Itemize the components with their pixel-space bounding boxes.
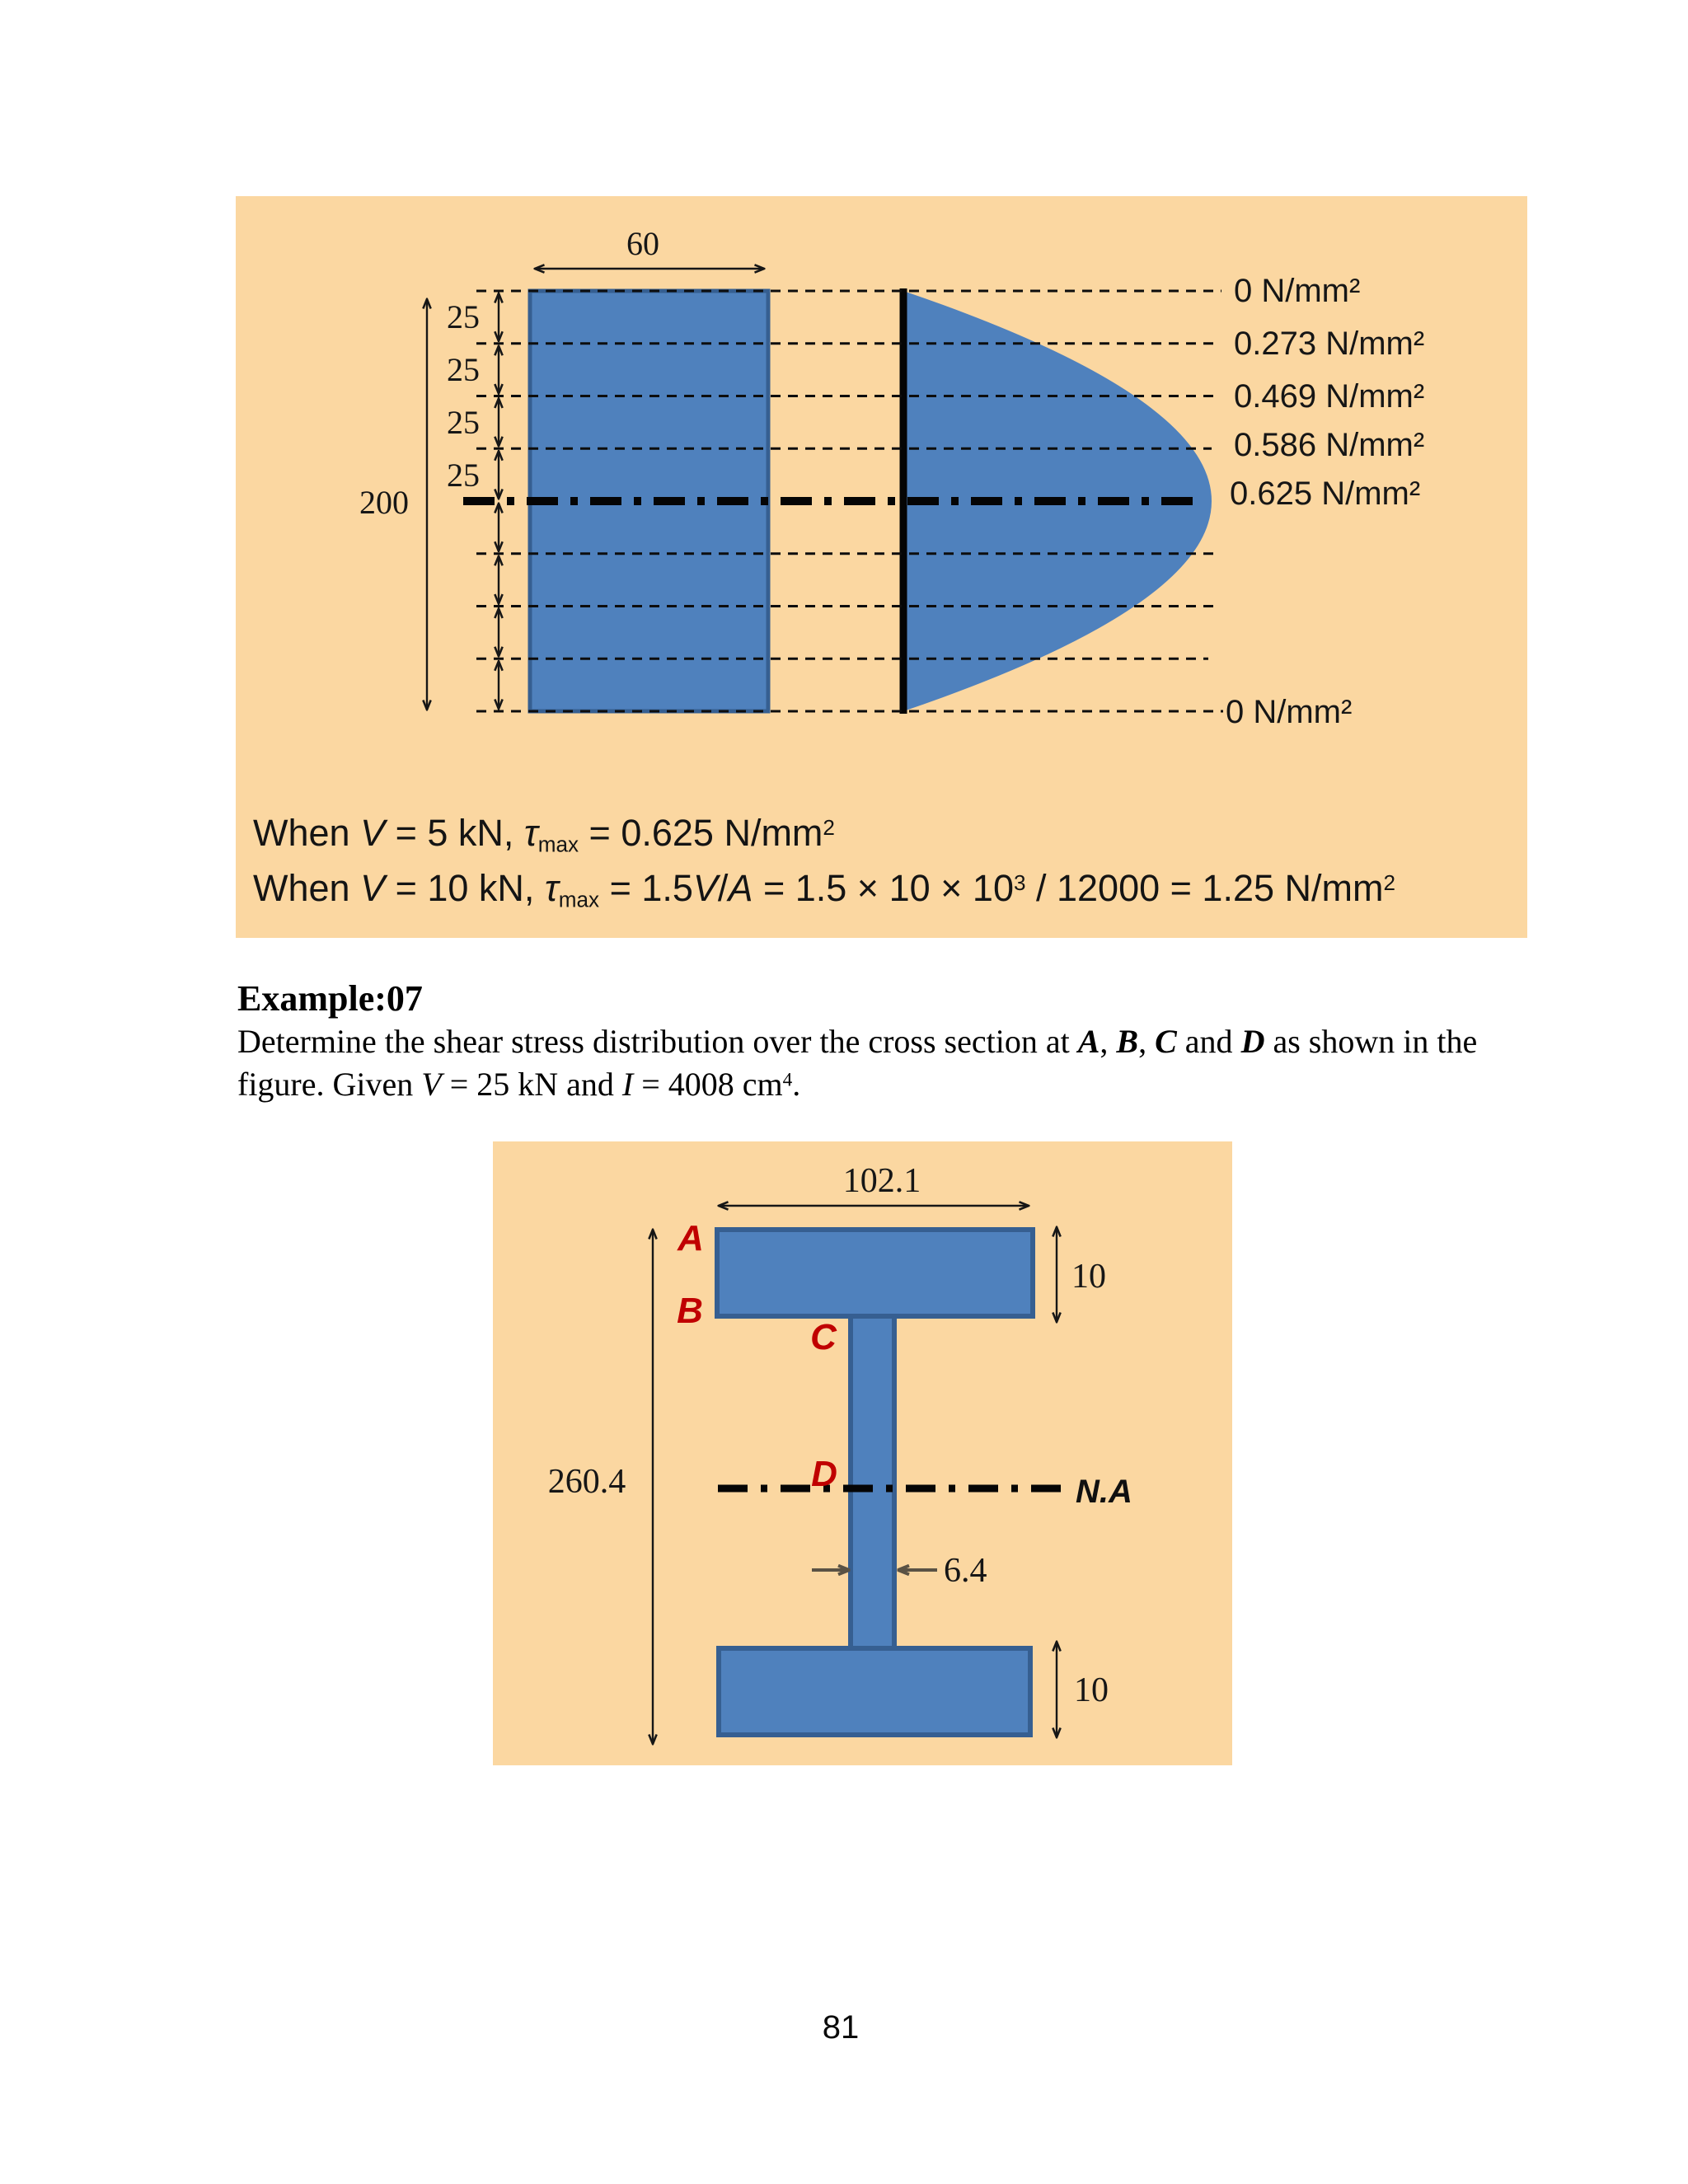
- example-heading: Example:07: [237, 978, 423, 1019]
- when1-result: = 0.625 N/mm: [579, 812, 823, 854]
- ibeam-bottom-flange: [719, 1648, 1030, 1735]
- body2-text2: = 25 kN and: [441, 1066, 622, 1103]
- when2-var-v: V: [360, 867, 386, 909]
- when2-text2: = 10 kN,: [385, 867, 545, 909]
- body1-text: Determine the shear stress distribution over the cross section at: [237, 1023, 1078, 1060]
- when2-sup: 2: [1383, 869, 1395, 895]
- segment-label-3: 25: [447, 404, 480, 441]
- when2-tau: τ: [544, 867, 559, 909]
- top-flange-thickness-label: 10: [1071, 1258, 1106, 1296]
- when1-text: When: [253, 812, 361, 854]
- bottom-flange-thickness-label: 10: [1074, 1671, 1109, 1709]
- body1-and: and: [1176, 1023, 1241, 1060]
- when2-calc2: / 12000 = 1.25 N/mm: [1025, 867, 1384, 909]
- point-label-a: A: [678, 1218, 704, 1258]
- body2-sup: 4: [782, 1069, 793, 1091]
- stress-label-bottom: 0 N/mm²: [1226, 694, 1353, 730]
- height-dim-label: 200: [359, 484, 409, 521]
- stress-label-2: 0.469 N/mm²: [1234, 378, 1425, 415]
- body1-point-a: A: [1077, 1023, 1100, 1060]
- neutral-axis-label: N.A: [1076, 1474, 1132, 1510]
- point-label-b: B: [677, 1291, 703, 1331]
- body2-text3: = 4008 cm: [633, 1066, 783, 1103]
- stress-label-0: 0 N/mm²: [1234, 273, 1361, 309]
- web-thickness-label: 6.4: [944, 1552, 987, 1590]
- ibeam-cross-section-figure: [493, 1141, 1232, 1765]
- when2-slash: /: [717, 867, 729, 909]
- ibeam-top-flange: [717, 1230, 1033, 1316]
- body2-var-i: I: [621, 1066, 634, 1103]
- width-dim-label: 60: [626, 225, 659, 262]
- when2-text3: = 1.5: [599, 867, 693, 909]
- when2-var-a: A: [728, 867, 753, 909]
- example-body-line-1: [237, 1022, 1477, 1061]
- segment-label-1: 25: [447, 298, 480, 335]
- point-label-d: D: [811, 1454, 837, 1494]
- stress-label-4: 0.625 N/mm²: [1230, 476, 1421, 512]
- when1-sup: 2: [823, 814, 835, 840]
- body1-sep2: ,: [1138, 1023, 1156, 1060]
- when1-tau: τ: [523, 812, 538, 854]
- when2-var-v2: V: [692, 867, 718, 909]
- page-number: 81: [822, 2009, 860, 2046]
- body2-text: figure. Given: [237, 1066, 422, 1103]
- when2-tau-sub: max: [558, 887, 600, 912]
- body1-point-b: B: [1116, 1023, 1139, 1060]
- when1-tau-sub: max: [537, 832, 579, 857]
- stress-label-3: 0.586 N/mm²: [1234, 427, 1425, 463]
- segment-label-2: 25: [447, 351, 480, 388]
- when1-var-v: V: [360, 812, 386, 854]
- when-line-1: [253, 812, 835, 856]
- segment-label-4: 25: [447, 457, 480, 494]
- example-body-line-2: [237, 1065, 800, 1104]
- point-label-c: C: [810, 1317, 837, 1357]
- body1-sep1: ,: [1100, 1023, 1117, 1060]
- when-line-2: [253, 867, 1395, 912]
- when2-calc: = 1.5 × 10 × 10: [753, 867, 1014, 909]
- stress-label-1: 0.273 N/mm²: [1234, 326, 1425, 362]
- when1-text2: = 5 kN,: [385, 812, 524, 854]
- body2-var-v: V: [421, 1066, 442, 1103]
- when2-text: When: [253, 867, 361, 909]
- body2-period: .: [792, 1066, 801, 1103]
- when2-exp: 3: [1013, 869, 1026, 895]
- ibeam-web: [851, 1316, 894, 1648]
- flange-width-label: 102.1: [842, 1162, 921, 1200]
- body1-point-c: C: [1155, 1023, 1177, 1060]
- beam-height-label: 260.4: [547, 1463, 626, 1501]
- body1-point-d: D: [1240, 1023, 1265, 1060]
- body1-tail: as shown in the: [1264, 1023, 1478, 1060]
